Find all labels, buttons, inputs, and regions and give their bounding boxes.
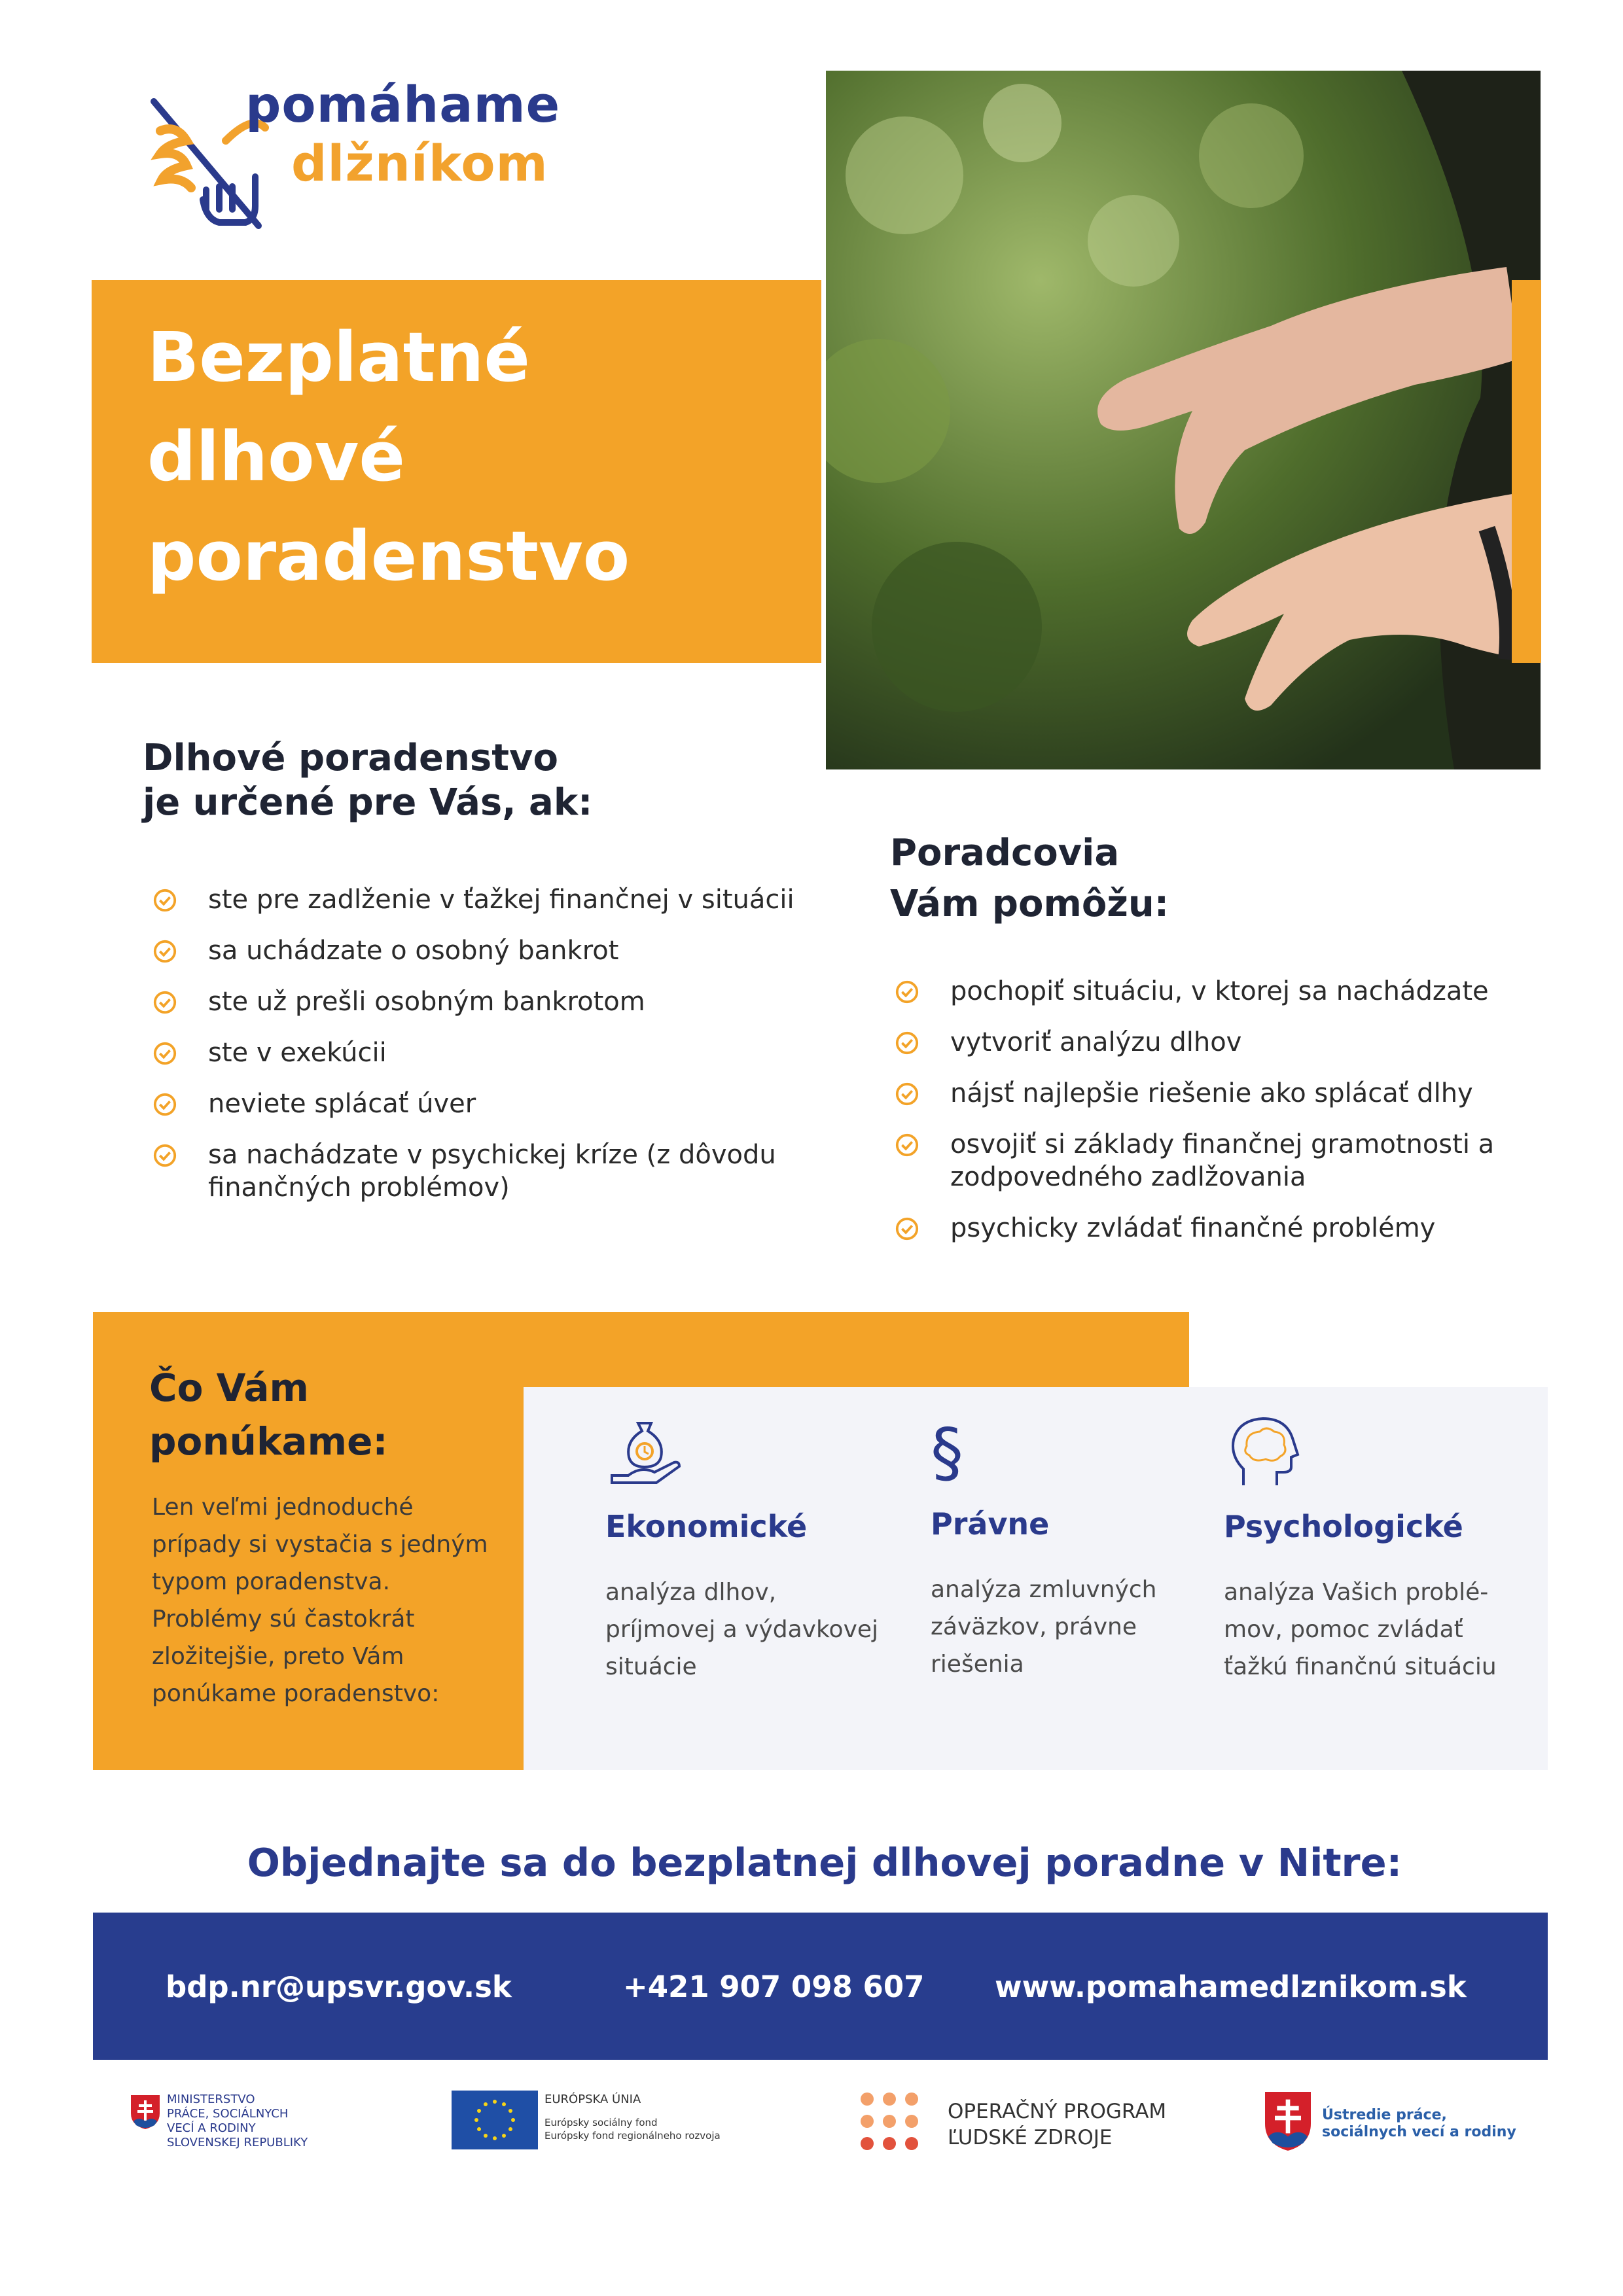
list-item [895,975,1549,1008]
hero-title-line: Bezplatné [147,317,530,397]
ministry-line: MINISTERSTVO [167,2093,255,2106]
list-item-text: nájsť najlepšie riešenie ako splácať dlhy [950,1078,1473,1108]
list-item-text: neviete splácať úver [208,1089,476,1119]
hero-title [147,308,802,606]
check-circle-icon [895,1133,919,1157]
list-item [152,883,807,916]
upsvr-coat-of-arms-icon [1262,2089,1314,2154]
heading-line: ponúkame: [149,1419,388,1464]
heading-line: Dlhové poradenstvo [143,737,558,779]
service-title: Psychologické [1224,1509,1463,1544]
list-item [152,1139,807,1204]
service-text: analýza zmluvných záväzkov, právne riešenia [931,1576,1157,1678]
list-item-text: psychicky zvládať finančné problémy [950,1213,1436,1243]
list-item-text: vytvoriť analýzu dlhov [950,1027,1242,1057]
ministry-line: VECÍ A RODINY [167,2121,256,2135]
list-item [895,1026,1549,1059]
op-dots-icon [859,2091,921,2153]
advisors-list [895,975,1549,1263]
op-line: ĽUDSKÉ ZDROJE [948,2126,1113,2149]
list-item-text: ste pre zadlženie v ťažkej finančnej v situácii [208,885,794,915]
hero-title-line: poradenstvo [147,516,630,596]
section-sign-icon: § [931,1414,963,1491]
hands-photo [826,71,1541,769]
ministry-line: PRÁCE, SOCIÁLNYCH [167,2107,289,2121]
upsvr-name [1322,2107,1516,2141]
offer-heading [149,1361,388,1468]
eu-line: EURÓPSKA ÚNIA [544,2093,641,2106]
heading-line: Čo Vám [149,1366,309,1410]
service-title: Právne [931,1506,1050,1542]
check-circle-icon [152,990,177,1015]
list-item-text: osvojiť si základy finančnej gramotnosti a zodpovedného zadlžovania [950,1129,1495,1192]
check-circle-icon [152,939,177,964]
list-item [895,1212,1549,1245]
service-psychological [1224,1413,1531,1686]
eu-funds-text [544,2093,721,2142]
list-item [152,1087,807,1120]
service-title: Ekonomické [605,1509,808,1544]
list-item [152,934,807,967]
list-item-text: sa nachádzate v psychickej kríze (z dôvodu finančných problémov) [208,1140,776,1203]
service-legal [931,1413,1219,1683]
check-circle-icon [895,1216,919,1241]
op-line: OPERAČNÝ PROGRAM [948,2100,1167,2123]
heading-line: je určené pre Vás, ak: [143,781,593,824]
list-item-text: sa uchádzate o osobný bankrot [208,936,619,966]
offer-text: Len veľmi jednoduché prípady si vystačia s jedným typom poradenstva. Problémy sú častokrát zložitejšie, preto Vám ponúkame poradenstvo: [152,1494,488,1707]
brain-head-icon [1224,1413,1302,1492]
photo-accent-stripe [1512,280,1541,663]
upsvr-line: sociálnych vecí a rodiny [1322,2124,1516,2140]
hero-title-line: dlhové [147,417,405,497]
list-item-text: ste už prešli osobným bankrotom [208,987,645,1017]
list-item [152,1036,807,1069]
contact-phone[interactable]: +421 907 098 607 [623,1969,925,2004]
eu-line: Európsky fond regionálneho rozvoja [544,2130,721,2142]
check-circle-icon [152,1041,177,1066]
check-circle-icon [152,1092,177,1117]
eligibility-list [152,883,807,1222]
service-text: analýza Vašich problé- mov, pomoc zvládať ťažkú finančnú situáciu [1224,1579,1497,1680]
service-text: analýza dlhov, príjmovej a výdavkovej situácie [605,1579,879,1680]
check-circle-icon [152,1143,177,1168]
list-item [895,1128,1549,1193]
service-economic [605,1413,893,1686]
list-item-text: pochopiť situáciu, v ktorej sa nachádzate [950,976,1489,1006]
ministry-line: SLOVENSKEJ REPUBLIKY [167,2136,308,2149]
logo-text-line2: dlžníkom [291,134,548,192]
contact-website[interactable]: www.pomahamedlznikom.sk [995,1969,1467,2004]
eligibility-heading [143,736,592,825]
slovak-coat-of-arms-icon [130,2094,161,2130]
list-item [895,1077,1549,1110]
ministry-name [167,2093,308,2150]
check-circle-icon [895,980,919,1004]
upsvr-line: Ústredie práce, [1322,2107,1447,2123]
check-circle-icon [152,888,177,913]
heading-line: Vám pomôžu: [890,883,1169,925]
check-circle-icon [895,1082,919,1106]
money-bag-hand-icon [605,1413,684,1492]
logo-text-line1: pomáhame [245,75,561,133]
list-item [152,985,807,1018]
eu-line: Európsky sociálny fond [544,2117,658,2128]
booking-title: Objednajte sa do bezplatnej dlhovej poradne v Nitre: [247,1840,1402,1885]
check-circle-icon [895,1031,919,1055]
list-item-text: ste v exekúcii [208,1038,387,1068]
heading-line: Poradcovia [890,832,1120,874]
advisors-heading [890,828,1169,930]
eu-flag-icon [452,2091,538,2149]
op-program-text [948,2098,1166,2151]
contact-email[interactable]: bdp.nr@upsvr.gov.sk [166,1969,512,2004]
